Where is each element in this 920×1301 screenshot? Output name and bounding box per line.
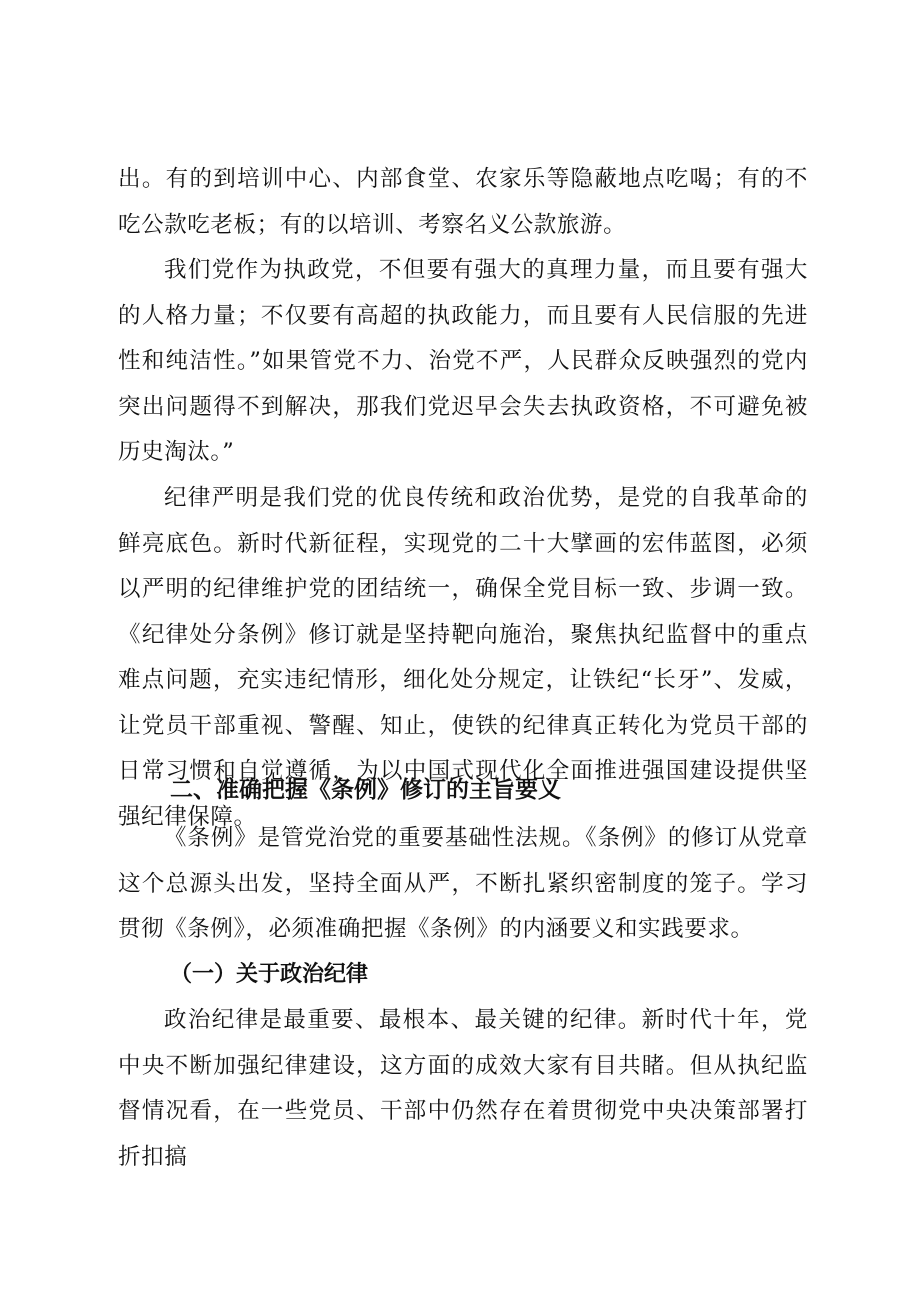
- paragraph-regulations: 《条例》是管党治党的重要基础性法规。《条例》的修订从党章这个总源头出发，坚持全面从严，不断扎紧织密制度的笼子。学习贯彻《条例》，必须准确把握《条例》的内涵要义和实践要求。: [118, 825, 808, 942]
- paragraph-political-discipline: 政治纪律是最重要、最根本、最关键的纪律。新时代十年，党中央不断加强纪律建设，这方面的成效大家有目共睹。但从执纪监督情况看，在一些党员、干部中仍然存在着贯彻党中央决策部署打折扣搞: [118, 1007, 808, 1170]
- paragraph-discipline: 纪律严明是我们党的优良传统和政治优势，是党的自我革命的鲜亮底色。新时代新征程，实现党的二十大擘画的宏伟蓝图，必须以严明的纪律维护党的团结统一，确保全党目标一致、步调一致。《纪律处分条例》修订就是坚持靶向施治，聚焦执纪监督中的重点难点问题，充实违纪情形，细化处分规定，让铁纪“长牙”、发威，让党员干部重视、警醒、知止，使铁的纪律真正转化为党员干部的日常习惯和自觉遵循，为以中国式现代化全面推进强国建设提供坚强纪律保障。: [118, 485, 808, 830]
- paragraph-continued: 出。有的到培训中心、内部食堂、农家乐等隐蔽地点吃喝；有的不吃公款吃老板；有的以培训、考察名义公款旅游。: [118, 166, 808, 238]
- paragraph-party-governing: 我们党作为执政党，不但要有强大的真理力量，而且要有强大的人格力量；不仅要有高超的执政能力，而且要有人民信服的先进性和纯洁性。”如果管党不力、治党不严，人民群众反映强烈的党内突出问题得不到解决，那我们党迟早会失去执政资格，不可避免被历史淘汰。”: [118, 257, 808, 465]
- subsection-heading: （一）关于政治纪律: [170, 961, 369, 987]
- section-heading: 二、准确把握《条例》修订的主旨要义: [170, 777, 561, 803]
